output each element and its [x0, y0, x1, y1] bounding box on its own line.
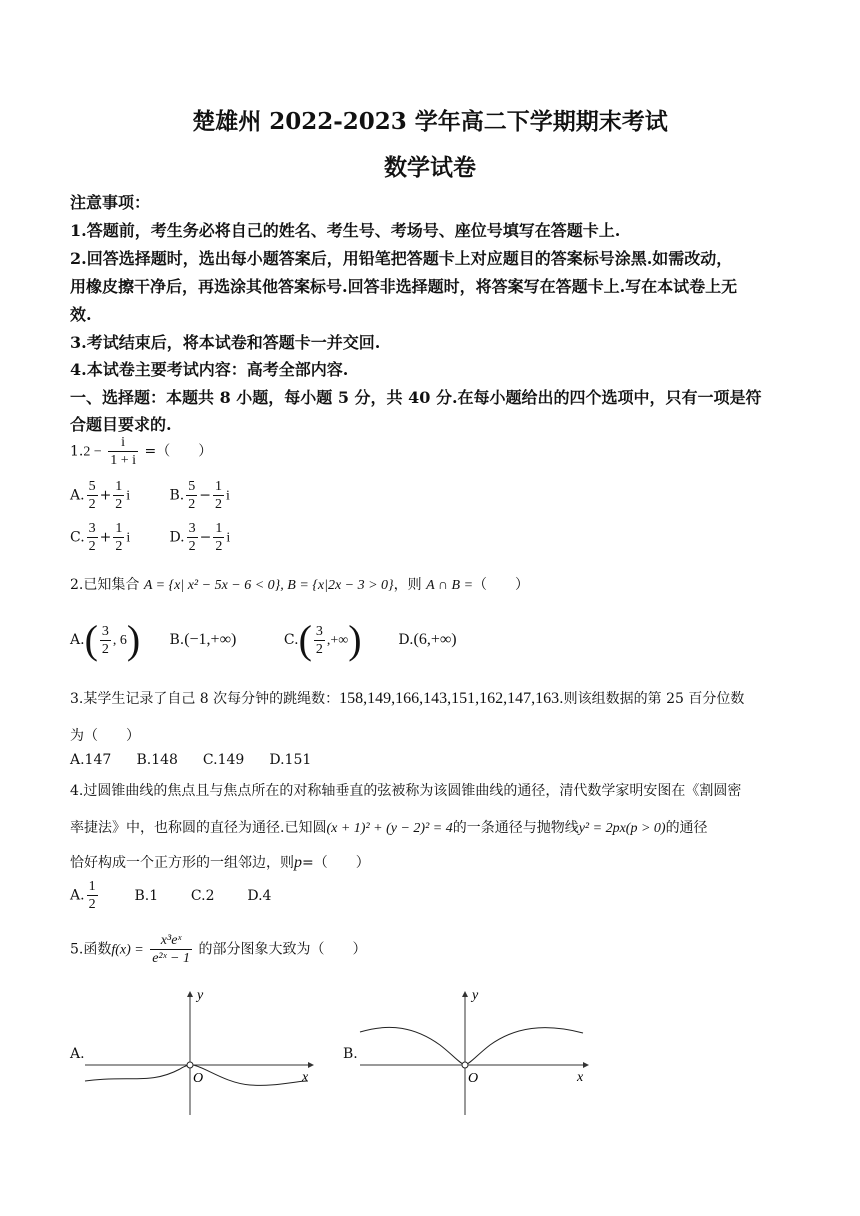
section-1-line-1: 一、选择题：本题共 8 小题，每小题 5 分，共 40 分.在每小题给出的四个选项中，只有一项是符: [70, 388, 762, 407]
q3-options: A.147 B.148 C.149 D.151: [70, 752, 312, 768]
graph-b-y-label: y: [472, 988, 479, 1003]
question-1: 1.2 − $\frac{i}{1 + i}$ =（ ）: [70, 435, 213, 468]
notice-item-2-line-1: 2.回答选择题时，选出每小题答案后，用铅笔把答题卡上对应题目的答案标号涂黑.如需改动，: [70, 249, 733, 268]
q4-line-2: 率捷法》中，也称圆的直径为通径.已知圆(x + 1)² + (y − 2)² = 4的一条通径与抛物线y² = 2px(p > 0)的通径: [70, 820, 708, 836]
graph-a-y-label: y: [197, 988, 204, 1003]
page-subtitle: 数学试卷: [384, 154, 476, 181]
notice-item-2-line-2: 用橡皮擦干净后，再选涂其他答案标号.回答非选择题时，将答案写在答题卡上.写在本试卷上无: [70, 277, 738, 296]
graph-b-x-label: x: [577, 1070, 584, 1085]
q2-expr: A ∩ B =: [426, 578, 474, 593]
q1-options-row-1: A. $\frac{5}{2}$ + $\frac{1}{2}$ i B. $\frac{5}{2}$ − $\frac{1}{2}$ i: [70, 479, 230, 512]
page-title: 楚雄州 2022-2023 学年高二下学期期末考试: [192, 108, 668, 135]
graph-b-label: B.: [343, 1046, 358, 1062]
q3-line-2: 为（ ）: [70, 728, 140, 744]
question-3: 3.某学生记录了自己 8 次每分钟的跳绳数：158,149,166,143,151,162,147,163.则该组数据的第 25 百分位数: [70, 690, 745, 707]
q1-suffix: =（ ）: [144, 443, 213, 460]
graph-a-origin: O: [193, 1071, 204, 1086]
question-2: 2.已知集合 A = {x| x² − 5x − 6 < 0}, B = {x|2x − 3 > 0}，则 A ∩ B =（ ）: [70, 577, 530, 593]
section-1-line-2: 合题目要求的.: [70, 415, 172, 434]
graph-b-x-axis: [360, 1062, 589, 1068]
question-5: 5.函数f(x) = $\frac{\text{x³eˣ}}{\text{e²ˣ − 1}}$ 的部分图象大致为（ ）: [70, 933, 367, 966]
graph-b-curve: [360, 1027, 583, 1065]
q2-sets: A = {x| x² − 5x − 6 < 0}, B = {x|2x − 3 > 0}: [143, 578, 394, 593]
q4-options: A. $\frac{1}{2}$ B.1 C.2 D.4: [70, 879, 272, 912]
graph-b-y-axis: [462, 991, 468, 1115]
q1-fraction: $\frac{i}{1 + i}$: [110, 435, 137, 468]
q1-options-row-2: C. $\frac{3}{2}$ + $\frac{1}{2}$ i D. $\frac{3}{2}$ − $\frac{1}{2}$ i: [70, 521, 231, 554]
notice-item-1: 1.答题前，考生务必将自己的姓名、考生号、考场号、座位号填写在答题卡上.: [70, 221, 621, 240]
notice-item-3: 3.考试结束后，将本试卷和答题卡一并交回.: [70, 333, 381, 352]
q4-line-3: 恰好构成一个正方形的一组邻边，则p=（ ）: [70, 854, 370, 871]
graph-a-y-axis: [187, 991, 193, 1115]
graph-b-origin: O: [468, 1071, 479, 1086]
notice-item-4: 4.本试卷主要考试内容：高考全部内容.: [70, 360, 349, 379]
graph-a-x-label: x: [302, 1070, 309, 1085]
graph-b: [355, 985, 595, 1120]
graph-a-label: A.: [70, 1046, 85, 1062]
graph-a-hollow-point: [187, 1062, 193, 1068]
graph-b-hollow-point: [462, 1062, 468, 1068]
q4-line-1: 4.过圆锥曲线的焦点且与焦点所在的对称轴垂直的弦被称为该圆锥曲线的通径，清代数学家明安图在《割圆密: [70, 783, 742, 799]
q3-data: 158,149,166,143,151,162,147,163: [339, 690, 560, 707]
q2-options: A.( $\frac{3}{2}$ , 6) B.(−1,+∞) C.( $\frac{3}{2}$ ,+∞) D.(6,+∞): [70, 617, 457, 662]
notice-item-2-line-3: 效.: [70, 305, 92, 324]
graph-a: [80, 985, 320, 1120]
q1-prefix: 1.: [70, 443, 84, 460]
notice-heading: 注意事项：: [70, 193, 151, 212]
